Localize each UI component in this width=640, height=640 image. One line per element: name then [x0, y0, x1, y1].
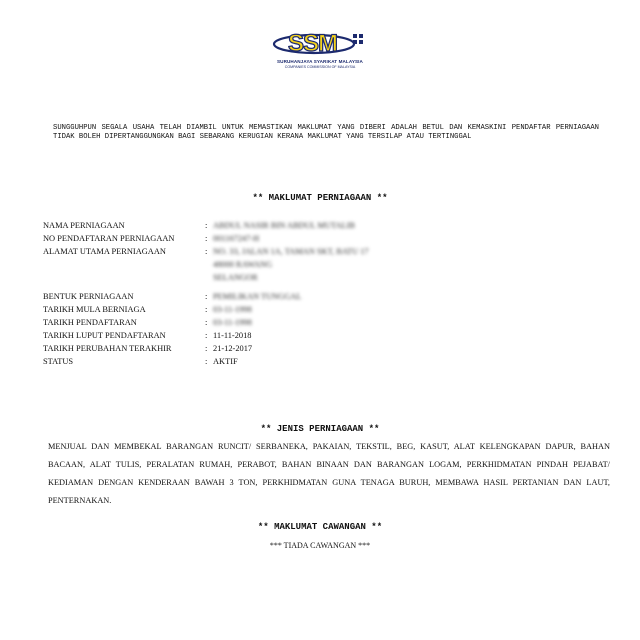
colon: : [205, 357, 208, 366]
info-value: 03-11-1998 [213, 318, 252, 327]
logo-org-subtitle: COMPANIES COMMISSION OF MALAYSIA [284, 65, 356, 69]
info-row-start-date [43, 303, 403, 316]
info-value: ABDUL NASIR BIN ABDUL MUTALIB [213, 221, 356, 230]
svg-text:SSM: SSM [288, 30, 338, 57]
colon: : [205, 305, 208, 314]
info-value: PEMILIKAN TUNGGAL [213, 292, 302, 301]
info-value: 001167247-H [213, 234, 260, 243]
business-types-text: MENJUAL DAN MEMBEKAL BARANGAN RUNCIT/ SERBANEKA, PAKAIAN, TEKSTIL, BEG, KASUT, ALAT KELENGKAPAN DAPUR, BAHAN BACAAN, ALAT TULIS, PERALATAN RUMAH, PERABOT, BAHAN BINAAN DAN BARANGAN LOGAM, PERKHIDMATAN PINDAH PEJABAT/ KEDIAMAN DENGAN KENDERAAN BAWAH 3 TON, PERKHIDMATAN GUNA TENAGA BURUH, MEMBAWA HASIL PERTANIAN DAN LAUT, PENTERNAKAN. [48, 442, 610, 505]
colon: : [205, 234, 208, 243]
logo-org-name: SURUHANJAYA SYARIKAT MALAYSIA [277, 59, 363, 64]
info-row-registration-date [43, 316, 403, 329]
business-types-heading: ** JENIS PERNIAGAAN ** [260, 424, 380, 434]
info-label: NAMA PERNIAGAAN [43, 221, 125, 230]
info-row-status [43, 355, 403, 368]
info-value: 21-12-2017 [213, 344, 253, 353]
ssm-logo [262, 26, 378, 76]
colon: : [205, 247, 208, 256]
info-label: TARIKH PENDAFTARAN [43, 318, 137, 327]
business-info-table [43, 219, 403, 368]
colon: : [205, 292, 208, 301]
info-label: TARIKH LUPUT PENDAFTARAN [43, 331, 166, 340]
info-value: 03-11-1998 [213, 305, 252, 314]
colon: : [205, 221, 208, 230]
info-row-last-change-date [43, 342, 403, 355]
info-label: STATUS [43, 357, 74, 366]
info-label: TARIKH MULA BERNIAGA [43, 305, 146, 314]
info-value: 11-11-2018 [213, 331, 252, 340]
info-label: TARIKH PERUBAHAN TERAKHIR [43, 344, 172, 353]
info-row-expiry-date [43, 329, 403, 342]
disclaimer-text: SUNGGUHPUN SEGALA USAHA TELAH DIAMBIL UNTUK MEMASTIKAN MAKLUMAT YANG DIBERI ADALAH BETUL DAN KEMASKINI PENDAFTAR PERNIAGAAN TIDAK BOLEH DIPERTANGGUNGKAN BAGI SEBARANG KERUGIAN KERANA MAKLUMAT YANG TERSILAP ATAU TERTINGGAL [53, 124, 599, 141]
branch-info-text: *** TIADA CAWANGAN *** [269, 541, 371, 550]
status-value: AKTIF [213, 357, 238, 366]
info-value: NO. 33, JALAN 1A, TAMAN SKT, BATU 17 48000 RAWANG SELANGOR [213, 247, 369, 282]
info-label: BENTUK PERNIAGAAN [43, 292, 134, 301]
ssm-logo-icon [262, 26, 378, 60]
business-info-heading: ** MAKLUMAT PERNIAGAAN ** [252, 193, 388, 203]
info-label: ALAMAT UTAMA PERNIAGAAN [43, 247, 166, 256]
info-row-business-form [43, 290, 403, 303]
info-row-address [43, 245, 403, 290]
colon: : [205, 331, 208, 340]
colon: : [205, 318, 208, 327]
info-label: NO PENDAFTARAN PERNIAGAAN [43, 234, 175, 243]
branch-info-heading: ** MAKLUMAT CAWANGAN ** [257, 522, 383, 532]
info-row-business-name [43, 219, 403, 232]
info-row-registration-no [43, 232, 403, 245]
colon: : [205, 344, 208, 353]
